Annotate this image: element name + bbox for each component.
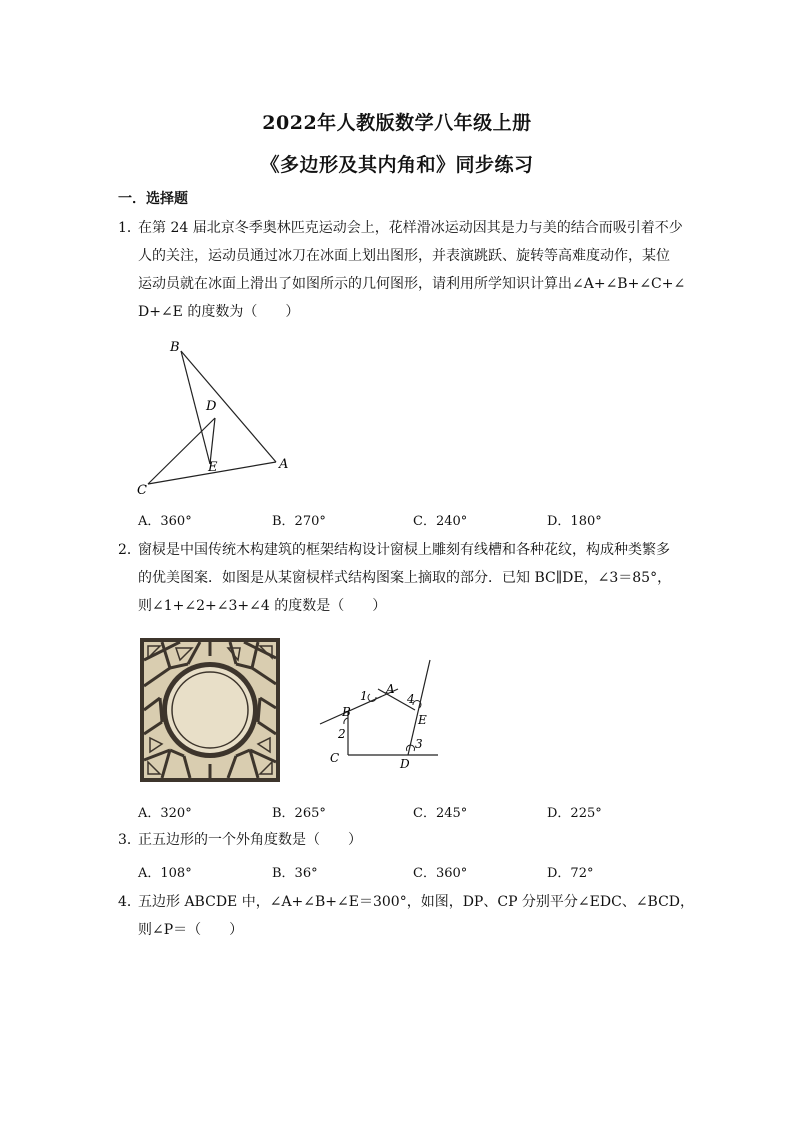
label-4: 4 [407, 692, 415, 706]
label-B: B [342, 705, 351, 719]
label-E: E [208, 460, 218, 475]
label-C: C [330, 751, 340, 765]
question-1-figure [130, 334, 300, 504]
question-3-line: 正五边形的一个外角度数是（ ） [138, 832, 362, 848]
question-4 [118, 888, 695, 944]
question-2-number: 2． [118, 542, 141, 558]
label-D: D [206, 399, 217, 414]
question-2-line: 则∠1+∠2+∠3+∠4 的度数是（ ） [138, 598, 387, 614]
label-A: A [386, 682, 395, 696]
question-1 [118, 214, 684, 326]
question-4-line: 则∠P＝（ ） [138, 922, 244, 938]
question-1-number: 1． [118, 220, 141, 236]
label-D: D [400, 757, 410, 771]
label-1: 1 [360, 689, 368, 703]
question-2 [118, 536, 684, 620]
section-heading: 一．选择题 [118, 191, 188, 207]
option-c[interactable]: C．245° [413, 806, 468, 821]
label-2: 2 [338, 727, 346, 741]
segment-DE [210, 418, 215, 464]
question-1-line: 在第 24 届北京冬季奥林匹克运动会上，花样滑冰运动因其是力与美的结合而吸引着不少 [138, 220, 683, 236]
option-a[interactable]: A．360° [138, 514, 192, 529]
page-title: 2022年人教版数学八年级上册 [262, 112, 532, 134]
question-1-options [138, 510, 668, 530]
option-a[interactable]: A．320° [138, 806, 192, 821]
question-2-options [138, 802, 668, 822]
question-1-line: 人的关注，运动员通过冰刀在冰面上划出图形，并表演跳跃、旋转等高难度动作，某位 [138, 248, 670, 264]
option-b[interactable]: B．265° [272, 806, 326, 821]
option-d[interactable]: D．225° [547, 806, 602, 821]
label-B: B [170, 340, 180, 355]
question-2-figure [318, 652, 444, 772]
option-b[interactable]: B．36° [272, 866, 318, 881]
question-2-line: 窗棂是中国传统木构建筑的框架结构设计窗棂上雕刻有线槽和各种花纹，构成种类繁多 [138, 542, 670, 558]
question-3 [118, 826, 684, 854]
question-4-line: 五边形 ABCDE 中，∠A+∠B+∠E＝300°，如图，DP、CP 分别平分∠EDC、∠BCD， [138, 894, 695, 910]
option-d[interactable]: D．72° [547, 866, 594, 881]
label-C: C [137, 483, 147, 498]
lattice-window-picture [140, 638, 280, 782]
question-3-options [138, 862, 668, 882]
option-d[interactable]: D．180° [547, 514, 602, 529]
question-1-line: D+∠E 的度数为（ ） [138, 304, 300, 320]
page-subtitle: 《多边形及其内角和》同步练习 [260, 154, 534, 176]
question-1-line: 运动员就在冰面上滑出了如图所示的几何图形，请利用所学知识计算出∠A+∠B+∠C+∠ [138, 276, 686, 292]
question-2-line: 的优美图案．如图是从某窗棂样式结构图案上摘取的部分．已知 BC∥DE，∠3＝85°， [138, 570, 672, 586]
question-4-number: 4． [118, 894, 141, 910]
label-A: A [279, 457, 289, 472]
label-E: E [418, 713, 427, 727]
option-c[interactable]: C．240° [413, 514, 468, 529]
question-3-number: 3． [118, 832, 141, 848]
option-a[interactable]: A．108° [138, 866, 192, 881]
option-b[interactable]: B．270° [272, 514, 326, 529]
label-3: 3 [415, 737, 423, 751]
option-c[interactable]: C．360° [413, 866, 468, 881]
